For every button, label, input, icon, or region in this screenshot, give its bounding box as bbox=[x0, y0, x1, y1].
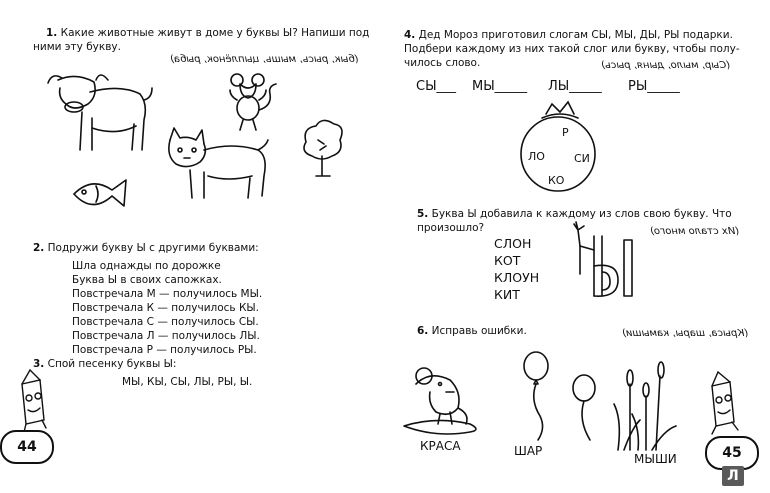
task2-poem-line-1: Шла однажды по дорожке bbox=[72, 260, 221, 272]
page-number-badge-left bbox=[0, 430, 54, 464]
bag-syllable-3: СИ bbox=[574, 152, 590, 165]
task3-number: 3. bbox=[33, 358, 45, 370]
task1-number: 1. bbox=[46, 27, 58, 39]
task5-number: 5. bbox=[417, 208, 429, 220]
page-number-left: 44 bbox=[17, 439, 37, 455]
task2-poem-line-2: Буква Ы в своих сапожках. bbox=[72, 274, 222, 286]
task4-text: Дед Мороз приготовил слогам СЫ, МЫ, ДЫ, РЫ подарки. bbox=[418, 29, 733, 41]
task1-line1 bbox=[46, 26, 369, 40]
task1-text: Какие животные живут в доме у буквы Ы? Напиши под bbox=[60, 27, 370, 39]
task5-word-2: КОТ bbox=[494, 253, 521, 268]
task3-header bbox=[33, 357, 176, 371]
reeds-drawing bbox=[614, 362, 676, 450]
task6-number: 6. bbox=[417, 325, 429, 337]
task2-poem-line-3: Повстречала М — получилось МЫ. bbox=[72, 288, 263, 300]
task2-poem-line-4: Повстречала К — получилось КЫ. bbox=[72, 302, 260, 314]
bag-syllable-2: ЛО bbox=[528, 150, 545, 163]
task6-label-3: МЫШИ bbox=[634, 452, 677, 466]
page-number-right: 45 bbox=[722, 445, 742, 461]
task6-answer-mirrored: (Крыса, шары, камыши) bbox=[622, 328, 749, 339]
task4-line1 bbox=[404, 28, 733, 42]
task1-line2: ними эту букву. bbox=[33, 41, 121, 53]
task4-line3: чилось слово. bbox=[404, 57, 481, 69]
task2-poem-line-5: Повстречала С — получилось СЫ. bbox=[72, 316, 259, 328]
rat-drawing bbox=[404, 368, 476, 434]
task4-blank-1: СЫ___ bbox=[416, 79, 457, 94]
task5-answer-mirrored: (Их стало много) bbox=[650, 226, 740, 237]
lynx-drawing bbox=[169, 128, 268, 198]
task1-answer-mirrored: (бык, рысь, мышь, цыплёнок, рыба) bbox=[170, 54, 359, 65]
task5-word-4: КИТ bbox=[494, 287, 520, 302]
task6-header bbox=[417, 324, 527, 338]
task4-blank-3: ЛЫ_____ bbox=[548, 79, 602, 94]
page-number-badge-right bbox=[705, 436, 759, 470]
task3-song: МЫ, КЫ, СЫ, ЛЫ, РЫ, Ы. bbox=[122, 376, 253, 388]
task4-answer-mirrored: (Сыр, мыло, дыня, рысь) bbox=[601, 60, 731, 71]
task6-label-1: КРАСА bbox=[420, 439, 461, 453]
bull-drawing bbox=[48, 75, 152, 150]
mouse-drawing bbox=[230, 74, 276, 130]
task4-number: 4. bbox=[404, 29, 416, 41]
publisher-logo: Л bbox=[722, 466, 744, 486]
task2-poem-line-6: Повстречала Л — получилось ЛЫ. bbox=[72, 330, 260, 342]
task2-title: Подружи букву Ы с другими буквами: bbox=[47, 242, 259, 254]
bag-syllable-4: КО bbox=[548, 174, 565, 187]
task5-line1 bbox=[417, 207, 732, 221]
task3-title: Спой песенку буквы Ы: bbox=[47, 358, 177, 370]
task5-word-3: КЛОУН bbox=[494, 270, 540, 285]
task4-blank-2: МЫ_____ bbox=[472, 79, 528, 94]
bush-drawing bbox=[304, 120, 342, 176]
task5-word-1: СЛОН bbox=[494, 236, 532, 251]
task5-text: Буква Ы добавила к каждому из слов свою букву. Что bbox=[431, 208, 732, 220]
task2-number: 2. bbox=[33, 242, 45, 254]
fish-drawing bbox=[74, 180, 126, 206]
task2-poem-line-7: Повстречала Р — получилось РЫ. bbox=[72, 344, 257, 356]
task4-blank-4: РЫ_____ bbox=[628, 79, 680, 94]
bag-syllable-1: Р bbox=[562, 126, 569, 139]
task6-label-2: ШАР bbox=[514, 444, 543, 458]
balloon-drawing bbox=[524, 352, 595, 440]
task4-line2: Подбери каждому из них такой слог или букву, чтобы полу- bbox=[404, 43, 740, 55]
task6-title: Исправь ошибки. bbox=[431, 325, 527, 337]
task2-header bbox=[33, 241, 259, 255]
task5-line2: произошло? bbox=[417, 222, 485, 234]
